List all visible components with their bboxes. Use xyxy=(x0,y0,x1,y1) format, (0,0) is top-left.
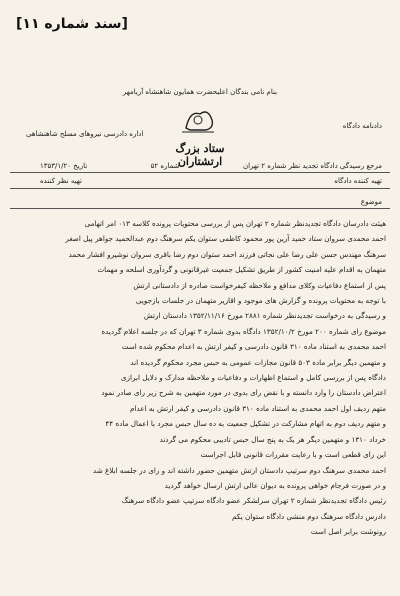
divider xyxy=(10,208,390,209)
document-body xyxy=(16,216,386,540)
body-line: دادگاه پس از بررسی کامل و استماع اظهارات و دفاعیات و ملاحظه مدارک و دلایل ابرازی xyxy=(120,373,386,383)
body-line: احمد محمدی سرهنگ دوم سرتیپ دادستان ارتش متهمین حضور داشته اند و رای در جلسه ابلاغ شد xyxy=(92,465,386,475)
body-line: احمد محمدی سروان ستاد حمید آرین پور محمود کاظمی ستوان یکم سرهنگ دوم عبدالحمید جواهر پیل اصغر xyxy=(65,234,386,244)
department-left: اداره دادرسی نیروهای مسلح شاهنشاهی xyxy=(26,130,144,138)
copy-label: تهیه نظر کننده xyxy=(40,177,82,185)
meta-row-2 xyxy=(40,177,382,185)
document-label: [سند شماره ۱۱] xyxy=(16,16,128,32)
date-label: تاریخ ۱۳۵۳/۱/۲۰ xyxy=(40,162,88,170)
body-line: هیئت دادرسان دادگاه تجدیدنظر شماره ۲ تهران پس از بررسی محتویات پرونده کلاسه ۰۱۳ امر اتهامی xyxy=(84,219,386,228)
place-label: تهیه کننده دادگاه xyxy=(334,177,382,185)
body-line: اعتراض دادستان را وارد دانسته و با نقض رای بدوی در مورد متهمین به شرح زیر رای صادر نمود xyxy=(101,388,386,398)
body-line: با توجه به محتویات پرونده و گزارش های موجود و اقاریر متهمان در جلسات بازجویی xyxy=(135,296,386,306)
divider xyxy=(10,172,390,173)
body-line: دادرس دادگاه سرهنگ دوم منشی دادگاه ستوان یکم xyxy=(231,511,386,521)
body-line: رئیس دادگاه تجدیدنظر شماره ۲ تهران سرلشکر عضو دادگاه سرتیپ عضو دادگاه سرهنگ xyxy=(121,496,386,506)
body-line: خرداد ۱۳۱۰ و متهمین دیگر هر یک به پنج سال حبس تادیبی محکوم می گردند xyxy=(159,434,386,444)
body-line: و متهم ردیف دوم به اتهام مشارکت در تشکیل جمعیت به ده سال حبس مجرد با اعمال ماده ۴۴ xyxy=(105,419,386,429)
body-line: متهم ردیف اول احمد محمدی به استناد ماده ۳۱۰ قانون دادرسی و کیفر ارتش به اعدام xyxy=(130,403,386,413)
court-heading: دادنامه دادگاه xyxy=(342,122,382,130)
invocation-line: بنام نامی بندگان اعلیحضرت همایون شاهنشاه آریامهر xyxy=(122,88,278,96)
body-line: رونوشت برابر اصل است xyxy=(310,527,386,537)
emblem-icon xyxy=(168,100,228,140)
body-line: سرهنگ مهندس حسن علی رضا علی نجاتی فرزند احمد ستوان دوم رضا باقری سروان نوشیرو افشار محمد xyxy=(68,249,386,259)
body-line: و در صورت فرجام خواهی پرونده به دیوان عالی ارتش ارسال خواهد گردید xyxy=(164,480,386,490)
department-title: ستاد بزرگ ارتشتاران xyxy=(175,142,225,168)
body-line: و رسیدگی به درخواست تجدیدنظر شماره ۲۸۸۱ مورخ ۱۳۵۲/۱۱/۱۶ دادستان ارتش xyxy=(143,311,386,321)
body-line: احمد محمدی به استناد ماده ۳۱۰ قانون دادرسی و کیفر ارتش به اعدام محکوم شده است xyxy=(121,342,386,352)
request-label: مرجع رسیدگی دادگاه تجدید نظر شماره ۲ تهران xyxy=(242,162,382,170)
meta-row xyxy=(40,162,382,170)
body-line: این رای قطعی است و با رعایت مقررات قانونی قابل اجراست xyxy=(200,450,386,460)
number-label: شماره ۵۲ xyxy=(150,162,180,170)
body-line: پس از استماع دفاعیات وکلای مدافع و ملاحظه کیفرخواست صادره از دادستانی ارتش xyxy=(133,280,386,290)
body-line: و متهمین دیگر برابر ماده ۵۰۳ قانون مجازات عمومی به حبس مجرد محکوم گردیده اند xyxy=(130,357,386,367)
subject-label: موضوع xyxy=(360,198,382,206)
body-line: موضوع رای شماره ۲۰۰ مورخ ۱۳۵۲/۱۰/۲ دادگاه بدوی شماره ۳ تهران که در جلسه اعلام گردیده xyxy=(101,326,386,336)
body-line: متهمان به اقدام علیه امنیت کشور از طریق تشکیل جمعیت غیرقانونی و گردآوری اسلحه و مهمات xyxy=(97,265,386,275)
divider xyxy=(10,188,390,189)
